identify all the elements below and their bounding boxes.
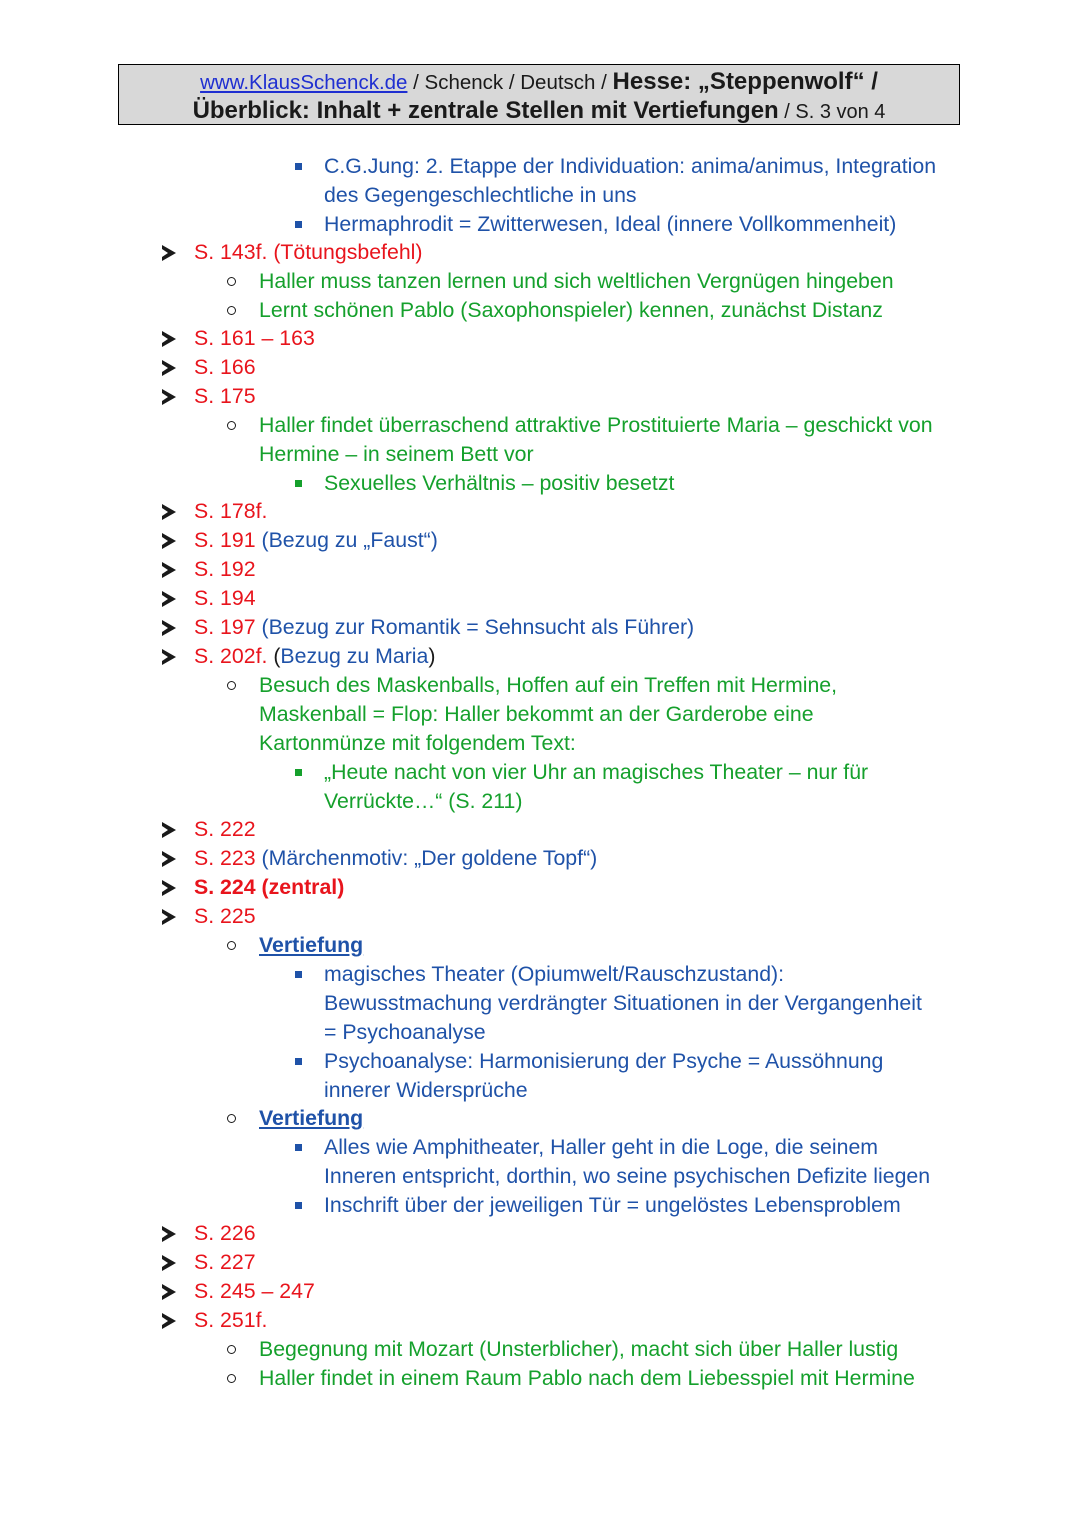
arrow-bullet-icon <box>162 909 176 925</box>
arrow-bullet-icon <box>162 591 176 607</box>
circle-bullet-icon <box>227 306 236 315</box>
circle-bullet-icon <box>227 1374 236 1383</box>
arrow-bullet-icon <box>162 880 176 896</box>
arrow-bullet-icon <box>162 851 176 867</box>
arrow-bullet-icon <box>162 1284 176 1300</box>
outline-line: S. 197 (Bezug zur Romantik = Sehnsucht als Führer) <box>194 615 695 639</box>
arrow-bullet-icon <box>162 1255 176 1271</box>
outline-line: S. 251f. <box>194 1308 268 1332</box>
outline-line: = Psychoanalyse <box>324 1020 486 1044</box>
outline-line: S. 224 (zentral) <box>194 875 345 899</box>
square-bullet-icon <box>295 1144 302 1151</box>
outline-line: S. 175 <box>194 384 256 408</box>
outline-line: Haller findet überraschend attraktive Prostituierte Maria – geschickt von <box>259 413 933 437</box>
header-title: Hesse: „Steppenwolf“ / <box>612 68 878 95</box>
outline-line: Psychoanalyse: Harmonisierung der Psyche = Aussöhnung <box>324 1049 884 1073</box>
circle-bullet-icon <box>227 277 236 286</box>
circle-bullet-icon <box>227 421 236 430</box>
outline-line: Kartonmünze mit folgendem Text: <box>259 731 576 755</box>
arrow-bullet-icon <box>162 504 176 520</box>
square-bullet-icon <box>295 971 302 978</box>
arrow-bullet-icon <box>162 1226 176 1242</box>
outline-line: S. 226 <box>194 1221 256 1245</box>
circle-bullet-icon <box>227 1345 236 1354</box>
outline-line: des Gegengeschlechtliche in uns <box>324 183 637 207</box>
outline-line: S. 194 <box>194 586 256 610</box>
outline-line: Begegnung mit Mozart (Unsterblicher), macht sich über Haller lustig <box>259 1337 899 1361</box>
outline-line: S. 223 (Märchenmotiv: „Der goldene Topf“) <box>194 846 598 870</box>
outline-line: „Heute nacht von vier Uhr an magisches Theater – nur für <box>324 760 869 784</box>
outline-line: Maskenball = Flop: Haller bekommt an der Garderobe eine <box>259 702 814 726</box>
outline-line: Hermine – in seinem Bett vor <box>259 442 534 466</box>
arrow-bullet-icon <box>162 649 176 665</box>
arrow-bullet-icon <box>162 822 176 838</box>
outline-line: Verrückte…“ (S. 211) <box>324 789 523 813</box>
outline-line: S. 192 <box>194 557 256 581</box>
outline-line: Haller findet in einem Raum Pablo nach dem Liebesspiel mit Hermine <box>259 1366 915 1390</box>
outline-line: S. 225 <box>194 904 256 928</box>
arrow-bullet-icon <box>162 245 176 261</box>
outline-line: Vertiefung <box>259 933 364 957</box>
outline-line: S. 222 <box>194 817 256 841</box>
outline-line: S. 161 – 163 <box>194 326 315 350</box>
outline-line: Sexuelles Verhältnis – positiv besetzt <box>324 471 675 495</box>
circle-bullet-icon <box>227 1114 236 1123</box>
arrow-bullet-icon <box>162 389 176 405</box>
outline-line: Inneren entspricht, dorthin, wo seine psychischen Defizite liegen <box>324 1164 931 1188</box>
page-header <box>118 64 960 125</box>
square-bullet-icon <box>295 480 302 487</box>
arrow-bullet-icon <box>162 360 176 376</box>
outline-line: S. 245 – 247 <box>194 1279 315 1303</box>
header-path: / Schenck / Deutsch / <box>407 71 613 94</box>
header-subtitle: Überblick: Inhalt + zentrale Stellen mit Vertiefungen <box>192 97 779 124</box>
outline-line: Hermaphrodit = Zwitterwesen, Ideal (innere Vollkommenheit) <box>324 212 897 236</box>
outline-line: Bewusstmachung verdrängter Situationen in der Vergangenheit <box>324 991 922 1015</box>
square-bullet-icon <box>295 1058 302 1065</box>
circle-bullet-icon <box>227 681 236 690</box>
outline-line: Besuch des Maskenballs, Hoffen auf ein Treffen mit Hermine, <box>259 673 838 697</box>
outline-line: S. 178f. <box>194 499 268 523</box>
arrow-bullet-icon <box>162 562 176 578</box>
outline-line: Alles wie Amphitheater, Haller geht in die Loge, die seinem <box>324 1135 879 1159</box>
square-bullet-icon <box>295 221 302 228</box>
outline-line: C.G.Jung: 2. Etappe der Individuation: anima/animus, Integration <box>324 154 937 178</box>
arrow-bullet-icon <box>162 533 176 549</box>
outline-line: Inschrift über der jeweiligen Tür = ungelöstes Lebensproblem <box>324 1193 901 1217</box>
outline-line: magisches Theater (Opiumwelt/Rauschzustand): <box>324 962 785 986</box>
square-bullet-icon <box>295 1202 302 1209</box>
outline-line: S. 191 (Bezug zu „Faust“) <box>194 528 438 552</box>
arrow-bullet-icon <box>162 331 176 347</box>
outline-line: S. 143f. (Tötungsbefehl) <box>194 240 423 264</box>
outline-line: Vertiefung <box>259 1106 364 1130</box>
header-page: / S. 3 von 4 <box>778 101 886 123</box>
square-bullet-icon <box>295 163 302 170</box>
outline-line: S. 227 <box>194 1250 256 1274</box>
header-line-1 <box>119 68 959 97</box>
header-line-2 <box>119 97 959 126</box>
website-link[interactable]: www.KlausSchenck.de <box>200 71 408 94</box>
arrow-bullet-icon <box>162 1313 176 1329</box>
outline-line: Haller muss tanzen lernen und sich weltlichen Vergnügen hingeben <box>259 269 894 293</box>
outline-line: innerer Widersprüche <box>324 1078 528 1102</box>
outline-line: Lernt schönen Pablo (Saxophonspieler) kennen, zunächst Distanz <box>259 298 883 322</box>
outline-line: S. 166 <box>194 355 256 379</box>
circle-bullet-icon <box>227 941 236 950</box>
outline-line: S. 202f. (Bezug zu Maria) <box>194 644 436 668</box>
square-bullet-icon <box>295 769 302 776</box>
arrow-bullet-icon <box>162 620 176 636</box>
